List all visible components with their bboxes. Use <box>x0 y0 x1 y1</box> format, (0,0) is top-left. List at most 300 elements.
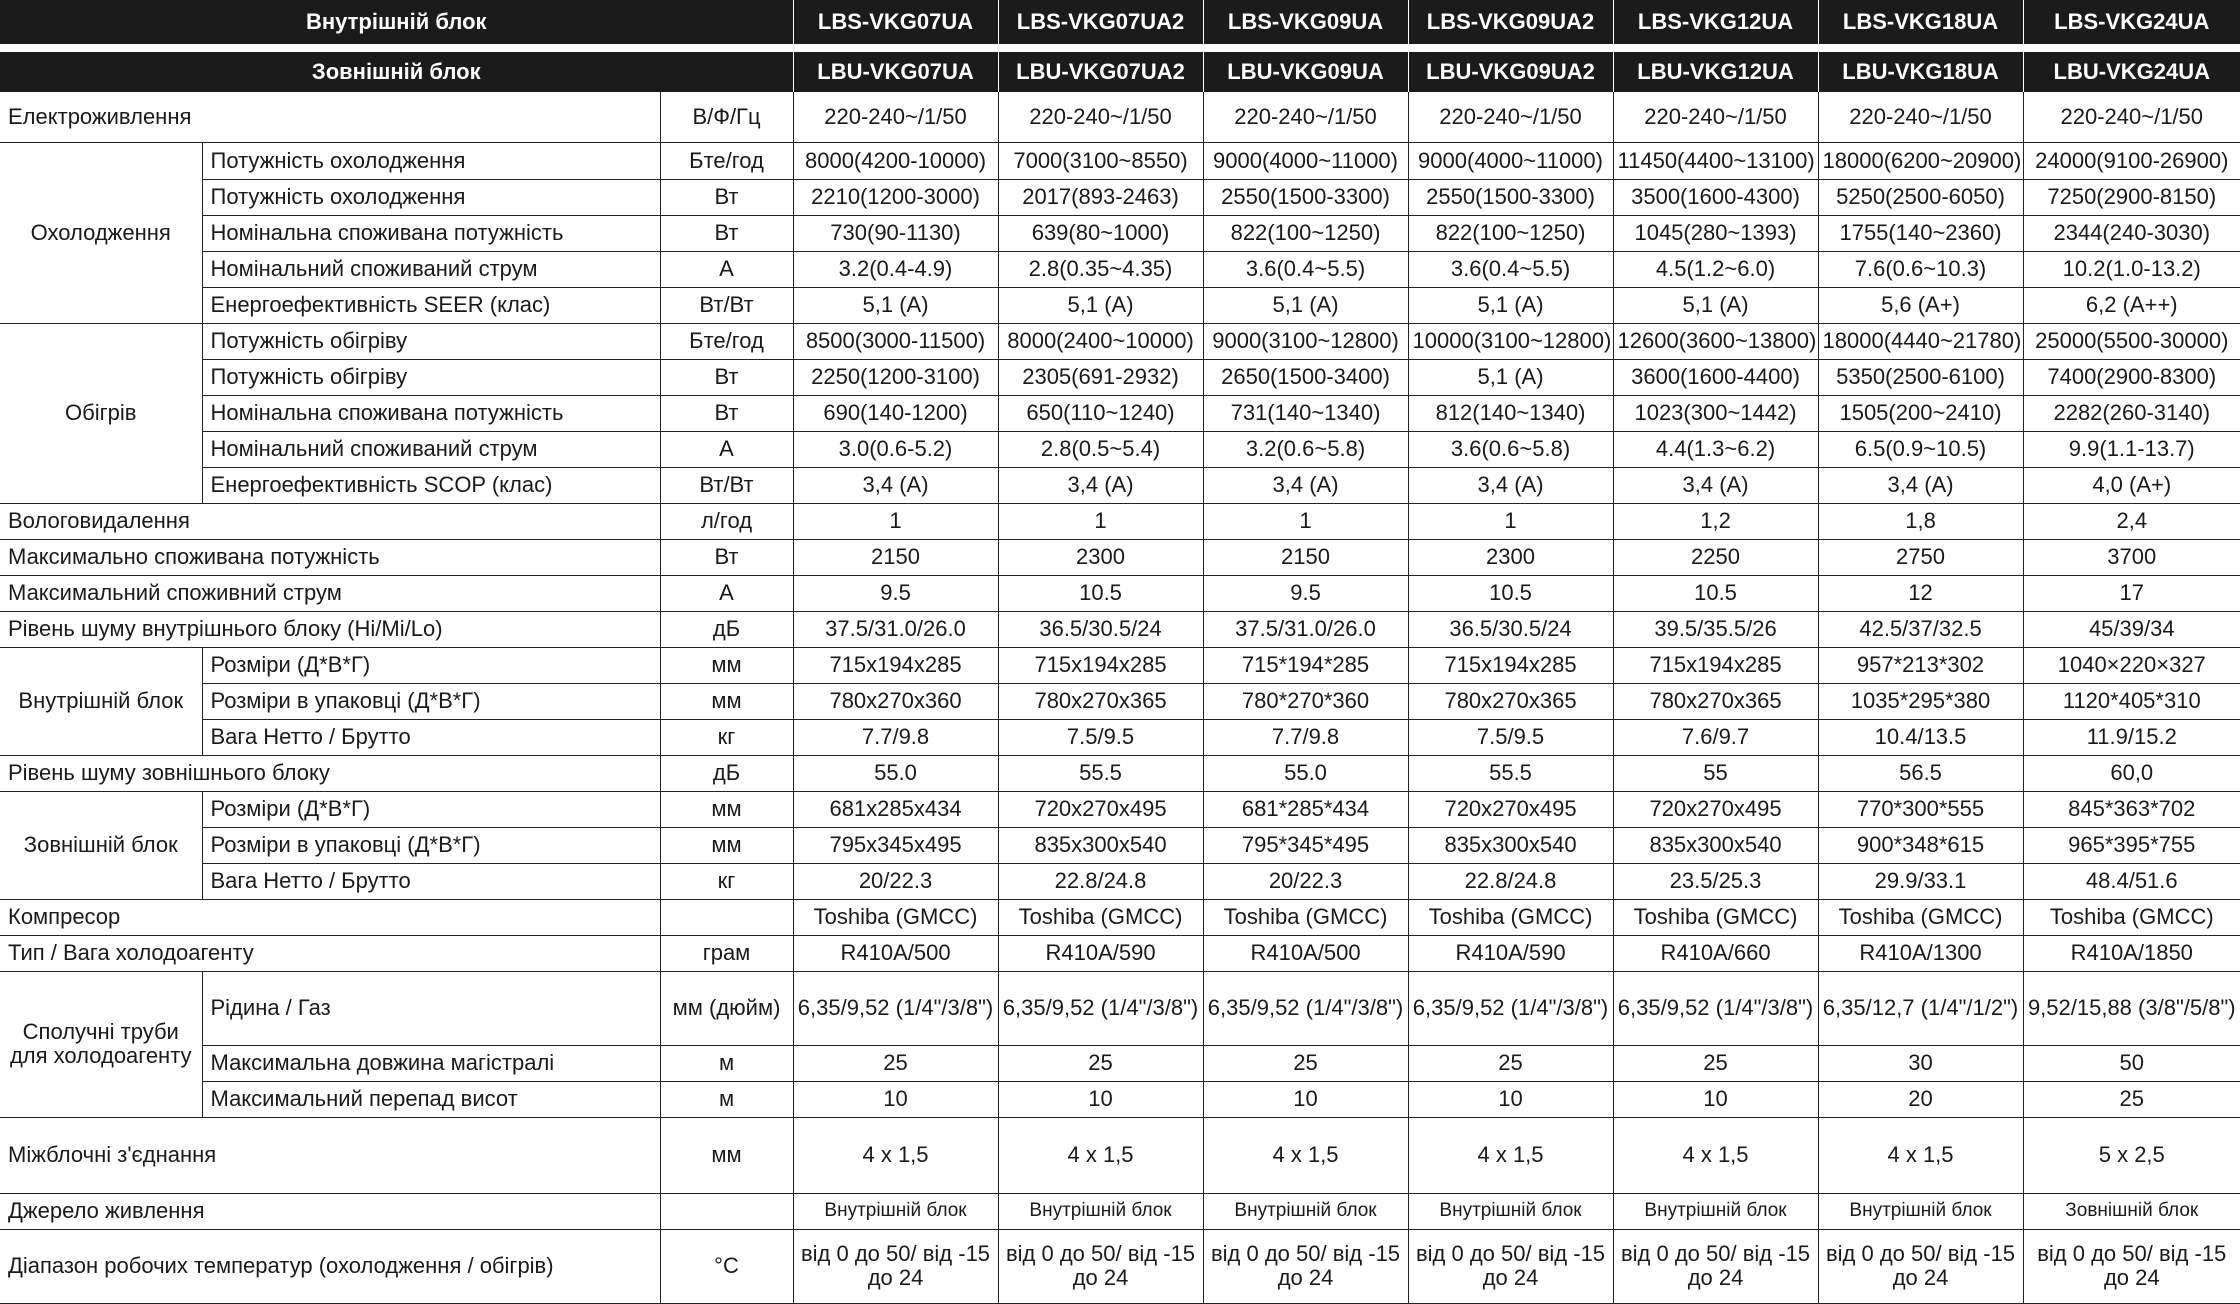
value-cell: від 0 до 50/ від -15 до 24 <box>1408 1229 1613 1303</box>
param-label: Вага Нетто / Брутто <box>202 863 660 899</box>
spec-row <box>0 827 2240 863</box>
value-cell: 9000(4000~11000) <box>1408 142 1613 179</box>
indoor-model-header-model: LBS-VKG18UA <box>1818 0 2023 44</box>
value-cell: 220-240~/1/50 <box>793 92 998 142</box>
value-cell: 1755(140~2360) <box>1818 215 2023 251</box>
outdoor-model-header-model: LBU-VKG18UA <box>1818 52 2023 92</box>
value-cell: 690(140-1200) <box>793 395 998 431</box>
value-cell: 10.5 <box>998 575 1203 611</box>
spec-row <box>0 92 2240 142</box>
param-unit: А <box>660 575 793 611</box>
value-cell: 18000(6200~20900) <box>1818 142 2023 179</box>
value-cell: 3.2(0.6~5.8) <box>1203 431 1408 467</box>
param-unit: Бте/год <box>660 142 793 179</box>
param-unit: мм <box>660 683 793 719</box>
value-cell: 1,2 <box>1613 503 1818 539</box>
param-unit: л/год <box>660 503 793 539</box>
value-cell: 17 <box>2023 575 2240 611</box>
outdoor-model-header-model: LBU-VKG09UA <box>1203 52 1408 92</box>
value-cell: 1040×220×327 <box>2023 647 2240 683</box>
spec-row <box>0 323 2240 359</box>
value-cell: 25000(5500-30000) <box>2023 323 2240 359</box>
value-cell: 7000(3100~8550) <box>998 142 1203 179</box>
value-cell: 25 <box>1408 1045 1613 1081</box>
value-cell: Зовнішній блок <box>2023 1193 2240 1229</box>
value-cell: 835x300x540 <box>1408 827 1613 863</box>
param-label: Рівень шуму внутрішнього блоку (Hi/Mi/Lo) <box>0 611 660 647</box>
value-cell: 1 <box>1203 503 1408 539</box>
param-label: Вага Нетто / Брутто <box>202 719 660 755</box>
spec-row <box>0 1081 2240 1117</box>
value-cell: 10.5 <box>1408 575 1613 611</box>
param-unit: мм <box>660 1117 793 1193</box>
value-cell: 2210(1200-3000) <box>793 179 998 215</box>
value-cell: 6.5(0.9~10.5) <box>1818 431 2023 467</box>
spec-row <box>0 395 2240 431</box>
value-cell: 48.4/51.6 <box>2023 863 2240 899</box>
value-cell: 1 <box>793 503 998 539</box>
param-label: Джерело живлення <box>0 1193 660 1229</box>
value-cell: 2300 <box>998 539 1203 575</box>
param-unit: Вт/Вт <box>660 287 793 323</box>
value-cell: 10 <box>1408 1081 1613 1117</box>
spec-row <box>0 359 2240 395</box>
value-cell: 7.5/9.5 <box>1408 719 1613 755</box>
header-gap-cell <box>0 44 2240 52</box>
value-cell: 45/39/34 <box>2023 611 2240 647</box>
param-unit: Вт <box>660 539 793 575</box>
value-cell: 5,1 (A) <box>998 287 1203 323</box>
value-cell: 3700 <box>2023 539 2240 575</box>
value-cell: 10 <box>793 1081 998 1117</box>
param-unit: дБ <box>660 755 793 791</box>
spec-row <box>0 539 2240 575</box>
value-cell: 780x270x360 <box>793 683 998 719</box>
value-cell: 6,35/9,52 (1/4"/3/8") <box>793 971 998 1045</box>
value-cell: R410A/590 <box>1408 935 1613 971</box>
param-label: Номінальна споживана потужність <box>202 215 660 251</box>
value-cell: 10 <box>1613 1081 1818 1117</box>
param-label: Розміри в упаковці (Д*В*Г) <box>202 683 660 719</box>
spec-row <box>0 251 2240 287</box>
value-cell: Toshiba (GMCC) <box>1203 899 1408 935</box>
value-cell: R410A/1300 <box>1818 935 2023 971</box>
indoor-model-header-model: LBS-VKG07UA2 <box>998 0 1203 44</box>
value-cell: 7400(2900-8300) <box>2023 359 2240 395</box>
value-cell: 4 x 1,5 <box>793 1117 998 1193</box>
value-cell: 12600(3600~13800) <box>1613 323 1818 359</box>
param-unit: кг <box>660 863 793 899</box>
value-cell: 715x194x285 <box>998 647 1203 683</box>
outdoor-model-header-label: Зовнішній блок <box>0 52 793 92</box>
value-cell: Внутрішній блок <box>1818 1193 2023 1229</box>
spec-row <box>0 971 2240 1045</box>
param-label: Рідина / Газ <box>202 971 660 1045</box>
param-label: Потужність обігріву <box>202 323 660 359</box>
value-cell: 9.5 <box>793 575 998 611</box>
value-cell: Внутрішній блок <box>1408 1193 1613 1229</box>
value-cell: 36.5/30.5/24 <box>998 611 1203 647</box>
value-cell: 770*300*555 <box>1818 791 2023 827</box>
value-cell: 25 <box>998 1045 1203 1081</box>
value-cell: 822(100~1250) <box>1408 215 1613 251</box>
spec-row <box>0 791 2240 827</box>
value-cell: 7.5/9.5 <box>998 719 1203 755</box>
group-cooling: Охолодження <box>0 142 202 323</box>
param-label: Розміри в упаковці (Д*В*Г) <box>202 827 660 863</box>
spec-row <box>0 863 2240 899</box>
value-cell: 1,8 <box>1818 503 2023 539</box>
value-cell: 2250 <box>1613 539 1818 575</box>
value-cell: 37.5/31.0/26.0 <box>793 611 998 647</box>
value-cell: 4 x 1,5 <box>1408 1117 1613 1193</box>
value-cell: 1045(280~1393) <box>1613 215 1818 251</box>
value-cell: 1 <box>1408 503 1613 539</box>
group-heating: Обігрів <box>0 323 202 503</box>
value-cell: Toshiba (GMCC) <box>1613 899 1818 935</box>
param-label: Номінальна споживана потужність <box>202 395 660 431</box>
value-cell: Внутрішній блок <box>1613 1193 1818 1229</box>
value-cell: 5350(2500-6100) <box>1818 359 2023 395</box>
value-cell: Toshiba (GMCC) <box>1408 899 1613 935</box>
param-label: Максимальний споживний струм <box>0 575 660 611</box>
value-cell: 3500(1600-4300) <box>1613 179 1818 215</box>
outdoor-model-header-model: LBU-VKG07UA2 <box>998 52 1203 92</box>
value-cell: 1505(200~2410) <box>1818 395 2023 431</box>
spec-row <box>0 287 2240 323</box>
value-cell: 1035*295*380 <box>1818 683 2023 719</box>
param-unit: м <box>660 1045 793 1081</box>
param-label: Енергоефективність SCOP (клас) <box>202 467 660 503</box>
outdoor-model-header-model: LBU-VKG09UA2 <box>1408 52 1613 92</box>
value-cell: 4 x 1,5 <box>1818 1117 2023 1193</box>
spec-row <box>0 142 2240 179</box>
value-cell: 220-240~/1/50 <box>1408 92 1613 142</box>
value-cell: R410A/500 <box>1203 935 1408 971</box>
value-cell: 2282(260-3140) <box>2023 395 2240 431</box>
value-cell: 220-240~/1/50 <box>998 92 1203 142</box>
value-cell: 822(100~1250) <box>1203 215 1408 251</box>
spec-row <box>0 467 2240 503</box>
value-cell: 3,4 (A) <box>1408 467 1613 503</box>
param-label: Максимальна довжина магістралі <box>202 1045 660 1081</box>
outdoor-model-header-model: LBU-VKG07UA <box>793 52 998 92</box>
spec-row <box>0 611 2240 647</box>
param-unit: мм <box>660 791 793 827</box>
param-label: Розміри (Д*В*Г) <box>202 647 660 683</box>
value-cell: 20/22.3 <box>793 863 998 899</box>
value-cell: 3.6(0.6~5.8) <box>1408 431 1613 467</box>
value-cell: 37.5/31.0/26.0 <box>1203 611 1408 647</box>
value-cell: 220-240~/1/50 <box>2023 92 2240 142</box>
value-cell: 2650(1500-3400) <box>1203 359 1408 395</box>
value-cell: 22.8/24.8 <box>998 863 1203 899</box>
value-cell: 3.2(0.4-4.9) <box>793 251 998 287</box>
value-cell: 50 <box>2023 1045 2240 1081</box>
value-cell: 6,35/9,52 (1/4"/3/8") <box>998 971 1203 1045</box>
param-label: Потужність обігріву <box>202 359 660 395</box>
value-cell: 8500(3000-11500) <box>793 323 998 359</box>
value-cell: Внутрішній блок <box>793 1193 998 1229</box>
indoor-model-header-model: LBS-VKG07UA <box>793 0 998 44</box>
value-cell: 4.4(1.3~6.2) <box>1613 431 1818 467</box>
spec-row <box>0 503 2240 539</box>
value-cell: 8000(2400~10000) <box>998 323 1203 359</box>
value-cell: 2150 <box>1203 539 1408 575</box>
value-cell: 20 <box>1818 1081 2023 1117</box>
spec-row <box>0 683 2240 719</box>
value-cell: від 0 до 50/ від -15 до 24 <box>1203 1229 1408 1303</box>
param-label: Енергоефективність SEER (клас) <box>202 287 660 323</box>
value-cell: 55.5 <box>1408 755 1613 791</box>
value-cell: 12 <box>1818 575 2023 611</box>
value-cell: R410A/500 <box>793 935 998 971</box>
value-cell: 55.0 <box>793 755 998 791</box>
value-cell: 25 <box>1203 1045 1408 1081</box>
value-cell: 1023(300~1442) <box>1613 395 1818 431</box>
value-cell: R410A/660 <box>1613 935 1818 971</box>
value-cell: 2017(893-2463) <box>998 179 1203 215</box>
value-cell: 3.6(0.4~5.5) <box>1203 251 1408 287</box>
param-unit: мм <box>660 827 793 863</box>
value-cell: 2.8(0.35~4.35) <box>998 251 1203 287</box>
value-cell: 55 <box>1613 755 1818 791</box>
value-cell: 6,35/12,7 (1/4"/1/2") <box>1818 971 2023 1045</box>
value-cell: 22.8/24.8 <box>1408 863 1613 899</box>
value-cell: 3,4 (A) <box>998 467 1203 503</box>
value-cell: 10000(3100~12800) <box>1408 323 1613 359</box>
indoor-model-header <box>0 0 2240 44</box>
value-cell: 25 <box>793 1045 998 1081</box>
value-cell: 2750 <box>1818 539 2023 575</box>
spec-row <box>0 935 2240 971</box>
param-label: Вологовидалення <box>0 503 660 539</box>
param-label: Потужність охолодження <box>202 179 660 215</box>
param-unit: дБ <box>660 611 793 647</box>
value-cell: 7.6(0.6~10.3) <box>1818 251 2023 287</box>
spec-row <box>0 1229 2240 1303</box>
param-label: Рівень шуму зовнішнього блоку <box>0 755 660 791</box>
spec-row <box>0 899 2240 935</box>
value-cell: 10.5 <box>1613 575 1818 611</box>
value-cell: 5,1 (A) <box>1203 287 1408 323</box>
param-label: Потужність охолодження <box>202 142 660 179</box>
value-cell: 6,2 (A++) <box>2023 287 2240 323</box>
value-cell: від 0 до 50/ від -15 до 24 <box>793 1229 998 1303</box>
value-cell: 7.6/9.7 <box>1613 719 1818 755</box>
spec-row <box>0 215 2240 251</box>
param-unit: грам <box>660 935 793 971</box>
value-cell: 220-240~/1/50 <box>1613 92 1818 142</box>
value-cell: 5,1 (A) <box>1613 287 1818 323</box>
spec-row <box>0 575 2240 611</box>
outdoor-model-header-model: LBU-VKG12UA <box>1613 52 1818 92</box>
value-cell: 720x270x495 <box>1613 791 1818 827</box>
param-unit: °C <box>660 1229 793 1303</box>
value-cell: 780*270*360 <box>1203 683 1408 719</box>
param-unit: Бте/год <box>660 323 793 359</box>
value-cell: 731(140~1340) <box>1203 395 1408 431</box>
value-cell: 10 <box>998 1081 1203 1117</box>
value-cell: 23.5/25.3 <box>1613 863 1818 899</box>
value-cell: 29.9/33.1 <box>1818 863 2023 899</box>
value-cell: 2550(1500-3300) <box>1203 179 1408 215</box>
value-cell: 720x270x495 <box>998 791 1203 827</box>
param-label: Максимально споживана потужність <box>0 539 660 575</box>
value-cell: 4 x 1,5 <box>998 1117 1203 1193</box>
value-cell: 5,1 (A) <box>1408 359 1613 395</box>
value-cell: 36.5/30.5/24 <box>1408 611 1613 647</box>
value-cell: 5 x 2,5 <box>2023 1117 2240 1193</box>
param-label: Номінальний споживаний струм <box>202 431 660 467</box>
value-cell: 835x300x540 <box>998 827 1203 863</box>
value-cell: 3,4 (A) <box>1203 467 1408 503</box>
value-cell: 957*213*302 <box>1818 647 2023 683</box>
param-label: Міжблочні з'єднання <box>0 1117 660 1193</box>
value-cell: 10.4/13.5 <box>1818 719 2023 755</box>
value-cell: 650(110~1240) <box>998 395 1203 431</box>
value-cell: 9000(3100~12800) <box>1203 323 1408 359</box>
value-cell: від 0 до 50/ від -15 до 24 <box>1818 1229 2023 1303</box>
indoor-model-header-model: LBS-VKG09UA <box>1203 0 1408 44</box>
value-cell: Внутрішній блок <box>998 1193 1203 1229</box>
value-cell: 715x194x285 <box>793 647 998 683</box>
param-label: Діапазон робочих температур (охолодження / обігрів) <box>0 1229 660 1303</box>
param-label: Номінальний споживаний струм <box>202 251 660 287</box>
outdoor-model-header <box>0 52 2240 92</box>
value-cell: 3600(1600-4400) <box>1613 359 1818 395</box>
value-cell: 3.0(0.6-5.2) <box>793 431 998 467</box>
value-cell: 780x270x365 <box>998 683 1203 719</box>
value-cell: 3,4 (A) <box>1818 467 2023 503</box>
value-cell: 11450(4400~13100) <box>1613 142 1818 179</box>
param-unit: Вт <box>660 179 793 215</box>
param-label: Електроживлення <box>0 92 660 142</box>
value-cell: 1 <box>998 503 1203 539</box>
value-cell: 2150 <box>793 539 998 575</box>
param-unit: А <box>660 431 793 467</box>
spec-row <box>0 1117 2240 1193</box>
value-cell: 3.6(0.4~5.5) <box>1408 251 1613 287</box>
spec-row <box>0 755 2240 791</box>
value-cell: 39.5/35.5/26 <box>1613 611 1818 647</box>
outdoor-model-header-model: LBU-VKG24UA <box>2023 52 2240 92</box>
group-outdoor-unit: Зовнішній блок <box>0 791 202 899</box>
value-cell: 6,35/9,52 (1/4"/3/8") <box>1408 971 1613 1045</box>
value-cell: Toshiba (GMCC) <box>1818 899 2023 935</box>
value-cell: 8000(4200-10000) <box>793 142 998 179</box>
value-cell: 5,1 (A) <box>793 287 998 323</box>
param-unit: Вт <box>660 215 793 251</box>
value-cell: 2250(1200-3100) <box>793 359 998 395</box>
param-unit: В/Ф/Гц <box>660 92 793 142</box>
value-cell: 5250(2500-6050) <box>1818 179 2023 215</box>
value-cell: R410A/590 <box>998 935 1203 971</box>
value-cell: від 0 до 50/ від -15 до 24 <box>1613 1229 1818 1303</box>
param-unit: м <box>660 1081 793 1117</box>
value-cell: 900*348*615 <box>1818 827 2023 863</box>
value-cell: 20/22.3 <box>1203 863 1408 899</box>
value-cell: 4 x 1,5 <box>1613 1117 1818 1193</box>
value-cell: 30 <box>1818 1045 2023 1081</box>
group-refrigerant-pipes: Сполучні труби для холодоагенту <box>0 971 202 1117</box>
value-cell: 812(140~1340) <box>1408 395 1613 431</box>
value-cell: 55.5 <box>998 755 1203 791</box>
value-cell: 6,35/9,52 (1/4"/3/8") <box>1613 971 1818 1045</box>
value-cell: 965*395*755 <box>2023 827 2240 863</box>
value-cell: Toshiba (GMCC) <box>2023 899 2240 935</box>
spec-row <box>0 719 2240 755</box>
value-cell: 5,1 (A) <box>1408 287 1613 323</box>
param-label: Тип / Вага холодоагенту <box>0 935 660 971</box>
value-cell: 56.5 <box>1818 755 2023 791</box>
spec-row <box>0 647 2240 683</box>
value-cell: 681x285x434 <box>793 791 998 827</box>
param-label: Компресор <box>0 899 660 935</box>
value-cell: 3,4 (A) <box>1613 467 1818 503</box>
value-cell: 795*345*495 <box>1203 827 1408 863</box>
value-cell: 11.9/15.2 <box>2023 719 2240 755</box>
value-cell: від 0 до 50/ від -15 до 24 <box>998 1229 1203 1303</box>
value-cell: 780x270x365 <box>1613 683 1818 719</box>
indoor-model-header-model: LBS-VKG12UA <box>1613 0 1818 44</box>
value-cell: 60,0 <box>2023 755 2240 791</box>
value-cell: 835x300x540 <box>1613 827 1818 863</box>
value-cell: Внутрішній блок <box>1203 1193 1408 1229</box>
param-unit: Вт <box>660 395 793 431</box>
value-cell: 9.5 <box>1203 575 1408 611</box>
value-cell: 2344(240-3030) <box>2023 215 2240 251</box>
value-cell: 7250(2900-8150) <box>2023 179 2240 215</box>
value-cell: 220-240~/1/50 <box>1203 92 1408 142</box>
value-cell: Toshiba (GMCC) <box>998 899 1203 935</box>
value-cell: 720x270x495 <box>1408 791 1613 827</box>
value-cell: 4.5(1.2~6.0) <box>1613 251 1818 287</box>
param-unit: Вт <box>660 359 793 395</box>
value-cell: 715*194*285 <box>1203 647 1408 683</box>
value-cell: 42.5/37/32.5 <box>1818 611 2023 647</box>
value-cell: 2.8(0.5~5.4) <box>998 431 1203 467</box>
value-cell: 25 <box>2023 1081 2240 1117</box>
value-cell: 10.2(1.0-13.2) <box>2023 251 2240 287</box>
indoor-model-header-model: LBS-VKG09UA2 <box>1408 0 1613 44</box>
param-unit <box>660 1193 793 1229</box>
group-indoor-unit: Внутрішній блок <box>0 647 202 755</box>
value-cell: R410A/1850 <box>2023 935 2240 971</box>
param-unit: Вт/Вт <box>660 467 793 503</box>
value-cell: 9.9(1.1-13.7) <box>2023 431 2240 467</box>
value-cell: 24000(9100-26900) <box>2023 142 2240 179</box>
param-unit: мм (дюйм) <box>660 971 793 1045</box>
value-cell: 9,52/15,88 (3/8"/5/8") <box>2023 971 2240 1045</box>
value-cell: 2300 <box>1408 539 1613 575</box>
value-cell: 9000(4000~11000) <box>1203 142 1408 179</box>
value-cell: 2305(691-2932) <box>998 359 1203 395</box>
param-unit: кг <box>660 719 793 755</box>
value-cell: 55.0 <box>1203 755 1408 791</box>
value-cell: 10 <box>1203 1081 1408 1117</box>
indoor-model-header-model: LBS-VKG24UA <box>2023 0 2240 44</box>
param-unit: мм <box>660 647 793 683</box>
header-gap <box>0 44 2240 52</box>
param-unit: А <box>660 251 793 287</box>
value-cell: 715x194x285 <box>1408 647 1613 683</box>
value-cell: 795x345x495 <box>793 827 998 863</box>
value-cell: 1120*405*310 <box>2023 683 2240 719</box>
value-cell: 5,6 (A+) <box>1818 287 2023 323</box>
value-cell: 6,35/9,52 (1/4"/3/8") <box>1203 971 1408 1045</box>
value-cell: 2,4 <box>2023 503 2240 539</box>
